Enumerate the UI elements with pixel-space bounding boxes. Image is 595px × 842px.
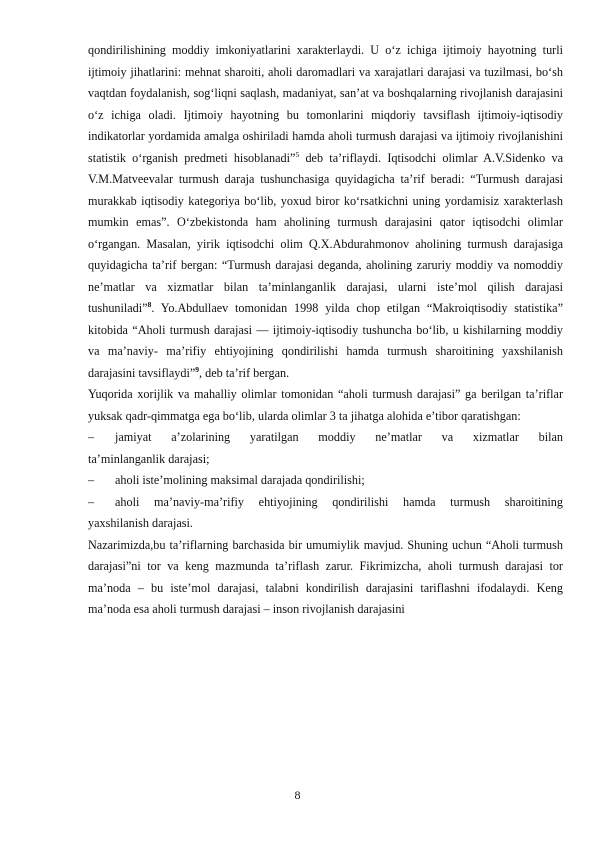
list-item-text: jamiyat a’zolarining yaratilgan moddiy ne’matlar va xizmatlar bilan bbox=[115, 430, 563, 444]
footnote-ref: 5 bbox=[295, 149, 300, 159]
paragraph-summary: Yuqorida xorijlik va mahalliy olimlar tomonidan “aholi turmush darajasi” ga berilgan ta’riflar yuksak qadr-qimmatga ega bo‘lib, ularda olimlar 3 ta jihatga alohida e’tibor qaratishgan: bbox=[88, 387, 563, 423]
list-item-continuation: ta’minlanganlik darajasi; bbox=[88, 451, 210, 466]
paragraph-conclusion: Nazarimizda,bu ta’riflarning barchasida bir umumiylik mavjud. Shuning uchun “Aholi turmush darajasi”ni tor va keng mazmunda ta’riflash zarur. Fikrimizcha, aholi turmush darajasi tor ma’noda – bu iste’mol darajasi, talabni kondirilish darajasini tariflashni ifodalaydi. Keng ma’noda esa aholi turmush darajasi – inson rivojlanish darajasini bbox=[88, 537, 563, 616]
paragraph-text: , deb ta’rif bergan. bbox=[199, 365, 290, 380]
footnote-ref: 8 bbox=[147, 299, 152, 309]
list-item bbox=[88, 492, 563, 535]
list-dash: – bbox=[88, 473, 95, 487]
paragraph-text: deb ta’riflaydi. Iqtisodchi olimlar A.V.Sidenko va V.M.Matveevalar turmush daraja tushunchasiga quyidagicha ta’rif beradi: “Turmush darajasi murakkab iqtisodiy kategoriya bo‘lib, yoxud biror ko‘rsatkichni uning yordamisiz xarakterlash mumkin emas”. O‘zbekistonda ham aholining turmush darajasini qator iqtisodchi olimlar o‘rgangan. Masalan, yirik iqtisodchi olim Q.X.Abdurahmonov aholining turmush darajasiga quyidagicha ta’rif bergan: “Turmush darajasi deganda, aholining zaruriy moddiy va nomoddiy ne’matlar va xizmatlar bilan ta’minlanganlik darajasi, ularni iste’mol qilish darajasi tushuniladi” bbox=[88, 150, 563, 315]
paragraph-definitions bbox=[88, 40, 563, 384]
list-dash: – bbox=[88, 430, 95, 444]
footnote-ref: 9 bbox=[195, 364, 200, 374]
document-body bbox=[88, 40, 563, 621]
list-item-text: aholi iste’molining maksimal darajada qondirilishi; bbox=[115, 473, 365, 487]
list-item bbox=[88, 427, 563, 470]
paragraph-text: . Yo.Abdullaev tomonidan 1998 yilda chop etilgan “Makroiqtisodiy statistika” kitobida “Aholi turmush darajasi — ijtimoiy-iqtisodiy tushuncha bo‘lib, u kishilarning moddiy va ma’naviy- ma’rifiy ehtiyojining qondirilishi hamda turmush sharoitining yaxshilanish darajasini tavsiflaydi” bbox=[88, 301, 563, 380]
list-item bbox=[88, 470, 563, 492]
paragraph-text: qondirilishining moddiy imkoniyatlarini xarakterlaydi. U o‘z ichiga ijtimoiy hayotning turli ijtimoiy jihatlarini: mehnat sharoiti, aholi daromadlari va xarajatlari darajasi va tuzilmasi, bo‘sh vaqtdan foydalanish, sog‘liqni saqlash, madaniyat, san’at va boshqalarning rivojlanish darajasini o‘z ichiga oladi. Ijtimoiy hayotning bu tomonlarini miqdoriy tavsiflash ijtimoiy-iqtisodiy indikatorlar yordamida amalga oshiriladi hamda aholi turmush darajasi va ijtimoiy rivojlanishini statistik o‘rganish predmeti hisoblanadi” bbox=[88, 43, 563, 165]
list-item-continuation: yaxshilanish darajasi. bbox=[88, 516, 193, 530]
list-dash: – bbox=[88, 494, 95, 509]
page-number: 8 bbox=[294, 788, 301, 802]
list-item-text: aholi ma’naviy-ma’rifiy ehtiyojining qondirilishi hamda turmush sharoitining bbox=[115, 494, 563, 509]
